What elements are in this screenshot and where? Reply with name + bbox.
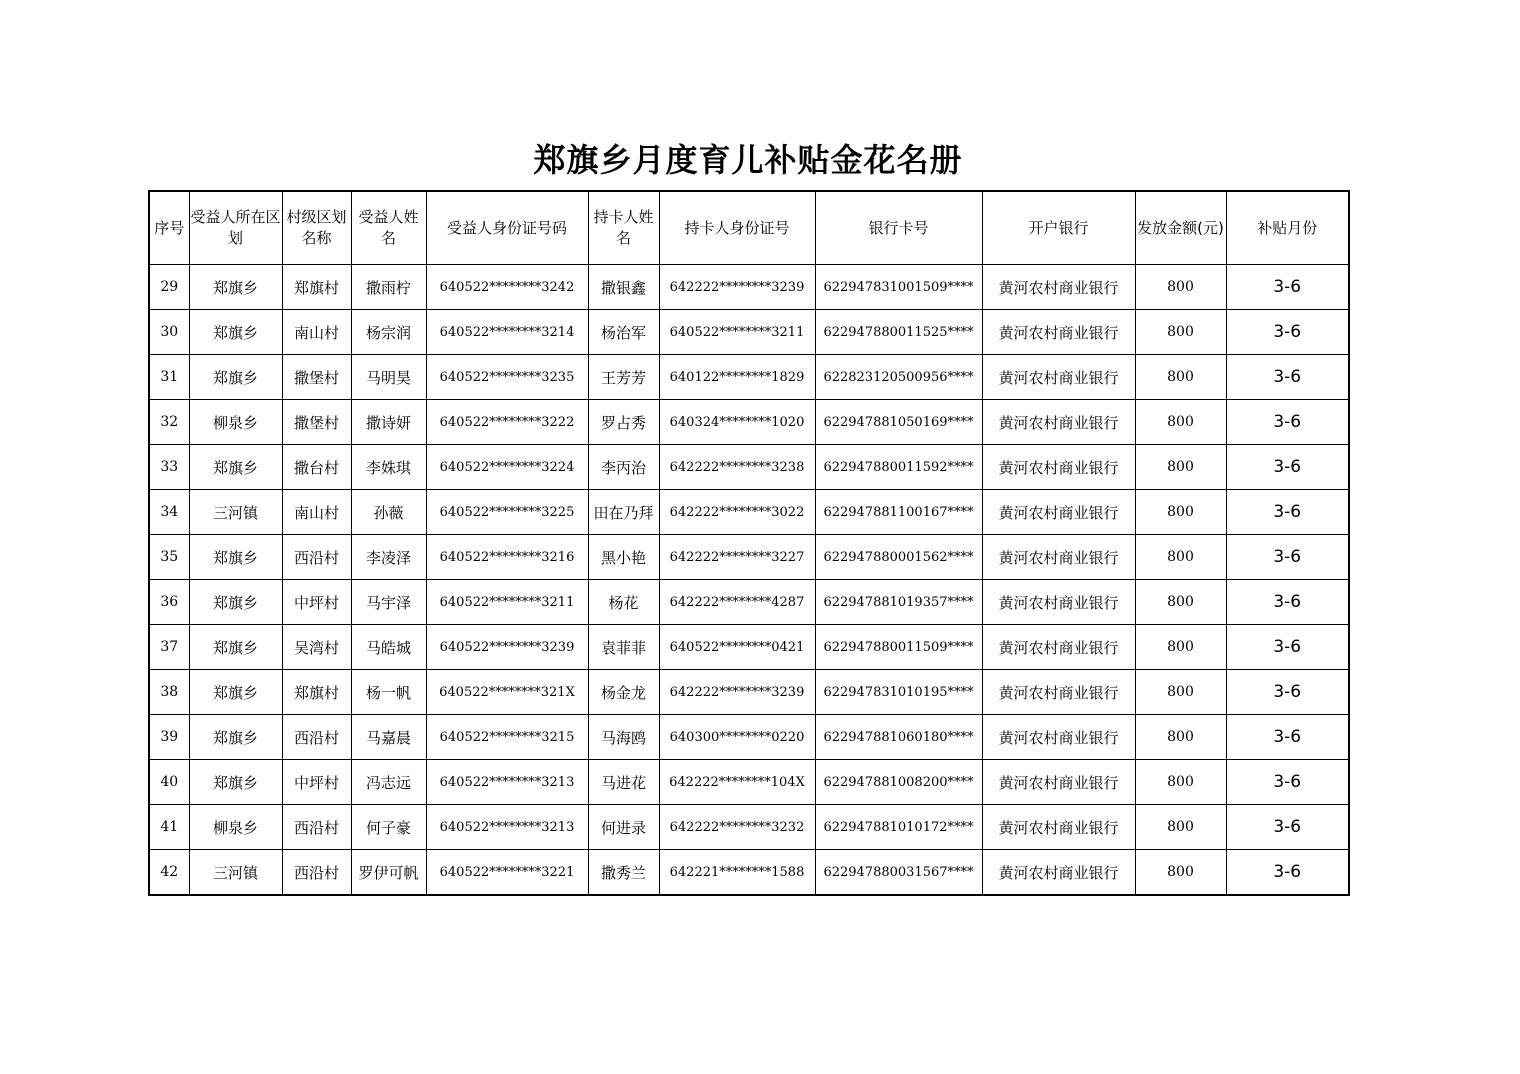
header-beneficiary-id: 受益人身份证号码 [426,191,588,265]
table-body [149,265,1349,896]
cell-bank-card-no: 622823120500956**** [815,355,982,400]
cell-cardholder-name: 杨花 [588,580,659,625]
cell-beneficiary-id: 640522********3224 [426,445,588,490]
cell-bank-name: 黄河农村商业银行 [982,310,1135,355]
cell-bank-name: 黄河农村商业银行 [982,265,1135,310]
cell-amount: 800 [1135,850,1226,896]
header-subsidy-month: 补贴月份 [1226,191,1349,265]
table-row [149,715,1349,760]
cell-cardholder-id: 640522********0421 [659,625,815,670]
cell-beneficiary-name: 李姝琪 [351,445,426,490]
header-serial-no: 序号 [149,191,189,265]
cell-beneficiary-name: 冯志远 [351,760,426,805]
cell-cardholder-name: 撒秀兰 [588,850,659,896]
cell-bank-card-no: 622947881050169**** [815,400,982,445]
cell-subsidy-month: 3-6 [1226,625,1349,670]
cell-village-name: 西沿村 [282,805,351,850]
cell-serial-no: 40 [149,760,189,805]
cell-bank-card-no: 622947880011525**** [815,310,982,355]
cell-beneficiary-name: 撒诗妍 [351,400,426,445]
cell-subsidy-month: 3-6 [1226,445,1349,490]
cell-beneficiary-district: 郑旗乡 [189,535,282,580]
table-header-row [149,191,1349,265]
cell-subsidy-month: 3-6 [1226,265,1349,310]
subsidy-roster-table [148,190,1350,896]
cell-cardholder-id: 640300********0220 [659,715,815,760]
table-row [149,490,1349,535]
cell-serial-no: 41 [149,805,189,850]
cell-cardholder-id: 642222********3232 [659,805,815,850]
cell-beneficiary-name: 何子豪 [351,805,426,850]
cell-beneficiary-name: 马宇泽 [351,580,426,625]
cell-village-name: 西沿村 [282,850,351,896]
table-row [149,670,1349,715]
cell-beneficiary-id: 640522********3235 [426,355,588,400]
header-cardholder-id: 持卡人身份证号 [659,191,815,265]
cell-amount: 800 [1135,355,1226,400]
cell-amount: 800 [1135,265,1226,310]
cell-serial-no: 42 [149,850,189,896]
cell-amount: 800 [1135,490,1226,535]
header-amount: 发放金额(元) [1135,191,1226,265]
cell-subsidy-month: 3-6 [1226,490,1349,535]
cell-bank-name: 黄河农村商业银行 [982,850,1135,896]
cell-amount: 800 [1135,400,1226,445]
table-row [149,625,1349,670]
cell-bank-card-no: 622947881010172**** [815,805,982,850]
cell-beneficiary-district: 郑旗乡 [189,625,282,670]
cell-beneficiary-district: 郑旗乡 [189,310,282,355]
header-bank-name: 开户银行 [982,191,1135,265]
cell-bank-card-no: 622947881060180**** [815,715,982,760]
cell-beneficiary-id: 640522********3225 [426,490,588,535]
cell-beneficiary-id: 640522********3216 [426,535,588,580]
cell-amount: 800 [1135,445,1226,490]
cell-beneficiary-district: 柳泉乡 [189,805,282,850]
cell-cardholder-id: 642222********3227 [659,535,815,580]
cell-beneficiary-id: 640522********3215 [426,715,588,760]
cell-serial-no: 34 [149,490,189,535]
cell-village-name: 郑旗村 [282,265,351,310]
table-row [149,760,1349,805]
cell-village-name: 撒台村 [282,445,351,490]
cell-bank-name: 黄河农村商业银行 [982,445,1135,490]
cell-cardholder-name: 何进录 [588,805,659,850]
cell-bank-card-no: 622947880031567**** [815,850,982,896]
cell-bank-name: 黄河农村商业银行 [982,805,1135,850]
cell-serial-no: 35 [149,535,189,580]
cell-beneficiary-name: 马皓城 [351,625,426,670]
cell-beneficiary-name: 杨宗润 [351,310,426,355]
cell-village-name: 郑旗村 [282,670,351,715]
cell-cardholder-name: 李丙治 [588,445,659,490]
cell-village-name: 吴湾村 [282,625,351,670]
cell-bank-name: 黄河农村商业银行 [982,355,1135,400]
cell-village-name: 中坪村 [282,580,351,625]
cell-subsidy-month: 3-6 [1226,760,1349,805]
cell-cardholder-name: 王芳芳 [588,355,659,400]
table-row [149,445,1349,490]
cell-serial-no: 36 [149,580,189,625]
cell-bank-card-no: 622947881100167**** [815,490,982,535]
header-beneficiary-district: 受益人所在区划 [189,191,282,265]
table-row [149,535,1349,580]
cell-bank-card-no: 622947880001562**** [815,535,982,580]
cell-village-name: 撒堡村 [282,400,351,445]
cell-village-name: 南山村 [282,310,351,355]
cell-subsidy-month: 3-6 [1226,670,1349,715]
cell-serial-no: 31 [149,355,189,400]
cell-serial-no: 33 [149,445,189,490]
cell-village-name: 撒堡村 [282,355,351,400]
cell-bank-card-no: 622947880011509**** [815,625,982,670]
cell-bank-card-no: 622947881019357**** [815,580,982,625]
cell-cardholder-name: 马海鸥 [588,715,659,760]
cell-beneficiary-district: 三河镇 [189,490,282,535]
cell-cardholder-id: 642221********1588 [659,850,815,896]
cell-beneficiary-id: 640522********3213 [426,805,588,850]
cell-beneficiary-district: 三河镇 [189,850,282,896]
cell-amount: 800 [1135,670,1226,715]
cell-subsidy-month: 3-6 [1226,310,1349,355]
cell-bank-card-no: 622947880011592**** [815,445,982,490]
cell-cardholder-id: 642222********3239 [659,670,815,715]
cell-beneficiary-id: 640522********3214 [426,310,588,355]
cell-bank-name: 黄河农村商业银行 [982,670,1135,715]
cell-beneficiary-name: 马明昊 [351,355,426,400]
cell-beneficiary-name: 撒雨柠 [351,265,426,310]
cell-beneficiary-district: 郑旗乡 [189,580,282,625]
cell-serial-no: 39 [149,715,189,760]
cell-cardholder-name: 黑小艳 [588,535,659,580]
cell-beneficiary-id: 640522********3222 [426,400,588,445]
cell-cardholder-id: 640324********1020 [659,400,815,445]
cell-bank-card-no: 622947831001509**** [815,265,982,310]
cell-beneficiary-name: 马嘉晨 [351,715,426,760]
cell-cardholder-name: 袁菲菲 [588,625,659,670]
cell-village-name: 西沿村 [282,535,351,580]
cell-cardholder-id: 642222********3238 [659,445,815,490]
cell-amount: 800 [1135,535,1226,580]
cell-amount: 800 [1135,625,1226,670]
cell-subsidy-month: 3-6 [1226,850,1349,896]
cell-serial-no: 37 [149,625,189,670]
cell-serial-no: 38 [149,670,189,715]
cell-cardholder-id: 640122********1829 [659,355,815,400]
table-row [149,850,1349,896]
cell-subsidy-month: 3-6 [1226,535,1349,580]
cell-amount: 800 [1135,760,1226,805]
cell-beneficiary-district: 郑旗乡 [189,670,282,715]
header-beneficiary-name: 受益人姓名 [351,191,426,265]
cell-beneficiary-district: 柳泉乡 [189,400,282,445]
cell-cardholder-id: 642222********104X [659,760,815,805]
cell-beneficiary-name: 杨一帆 [351,670,426,715]
cell-beneficiary-id: 640522********3239 [426,625,588,670]
cell-beneficiary-id: 640522********3242 [426,265,588,310]
header-cardholder-name: 持卡人姓名 [588,191,659,265]
cell-cardholder-name: 马进花 [588,760,659,805]
cell-amount: 800 [1135,310,1226,355]
cell-cardholder-name: 杨金龙 [588,670,659,715]
cell-beneficiary-district: 郑旗乡 [189,715,282,760]
cell-cardholder-id: 642222********4287 [659,580,815,625]
cell-beneficiary-district: 郑旗乡 [189,265,282,310]
cell-subsidy-month: 3-6 [1226,715,1349,760]
cell-bank-name: 黄河农村商业银行 [982,535,1135,580]
cell-beneficiary-name: 罗伊可帆 [351,850,426,896]
header-bank-card-no: 银行卡号 [815,191,982,265]
cell-beneficiary-id: 640522********3211 [426,580,588,625]
cell-serial-no: 30 [149,310,189,355]
cell-beneficiary-district: 郑旗乡 [189,355,282,400]
cell-village-name: 南山村 [282,490,351,535]
cell-serial-no: 29 [149,265,189,310]
cell-bank-name: 黄河农村商业银行 [982,400,1135,445]
cell-beneficiary-id: 640522********3213 [426,760,588,805]
cell-serial-no: 32 [149,400,189,445]
cell-cardholder-id: 642222********3239 [659,265,815,310]
cell-bank-card-no: 622947881008200**** [815,760,982,805]
cell-beneficiary-id: 640522********321X [426,670,588,715]
cell-village-name: 中坪村 [282,760,351,805]
table-row [149,580,1349,625]
cell-beneficiary-name: 孙薇 [351,490,426,535]
cell-subsidy-month: 3-6 [1226,805,1349,850]
cell-beneficiary-name: 李凌泽 [351,535,426,580]
table-row [149,400,1349,445]
cell-beneficiary-id: 640522********3221 [426,850,588,896]
cell-amount: 800 [1135,715,1226,760]
cell-bank-name: 黄河农村商业银行 [982,490,1135,535]
table-row [149,805,1349,850]
cell-bank-name: 黄河农村商业银行 [982,715,1135,760]
cell-cardholder-name: 撒银鑫 [588,265,659,310]
cell-beneficiary-district: 郑旗乡 [189,760,282,805]
cell-cardholder-id: 640522********3211 [659,310,815,355]
table-row [149,265,1349,310]
cell-subsidy-month: 3-6 [1226,580,1349,625]
cell-subsidy-month: 3-6 [1226,400,1349,445]
cell-cardholder-name: 田在乃拜 [588,490,659,535]
cell-amount: 800 [1135,580,1226,625]
cell-bank-name: 黄河农村商业银行 [982,580,1135,625]
cell-subsidy-month: 3-6 [1226,355,1349,400]
header-village-name: 村级区划名称 [282,191,351,265]
cell-beneficiary-district: 郑旗乡 [189,445,282,490]
document-title: 郑旗乡月度育儿补贴金花名册 [533,141,963,179]
cell-cardholder-name: 杨治军 [588,310,659,355]
table-row [149,310,1349,355]
cell-cardholder-id: 642222********3022 [659,490,815,535]
cell-village-name: 西沿村 [282,715,351,760]
cell-bank-card-no: 622947831010195**** [815,670,982,715]
cell-bank-name: 黄河农村商业银行 [982,760,1135,805]
table-row [149,355,1349,400]
cell-cardholder-name: 罗占秀 [588,400,659,445]
cell-amount: 800 [1135,805,1226,850]
cell-bank-name: 黄河农村商业银行 [982,625,1135,670]
